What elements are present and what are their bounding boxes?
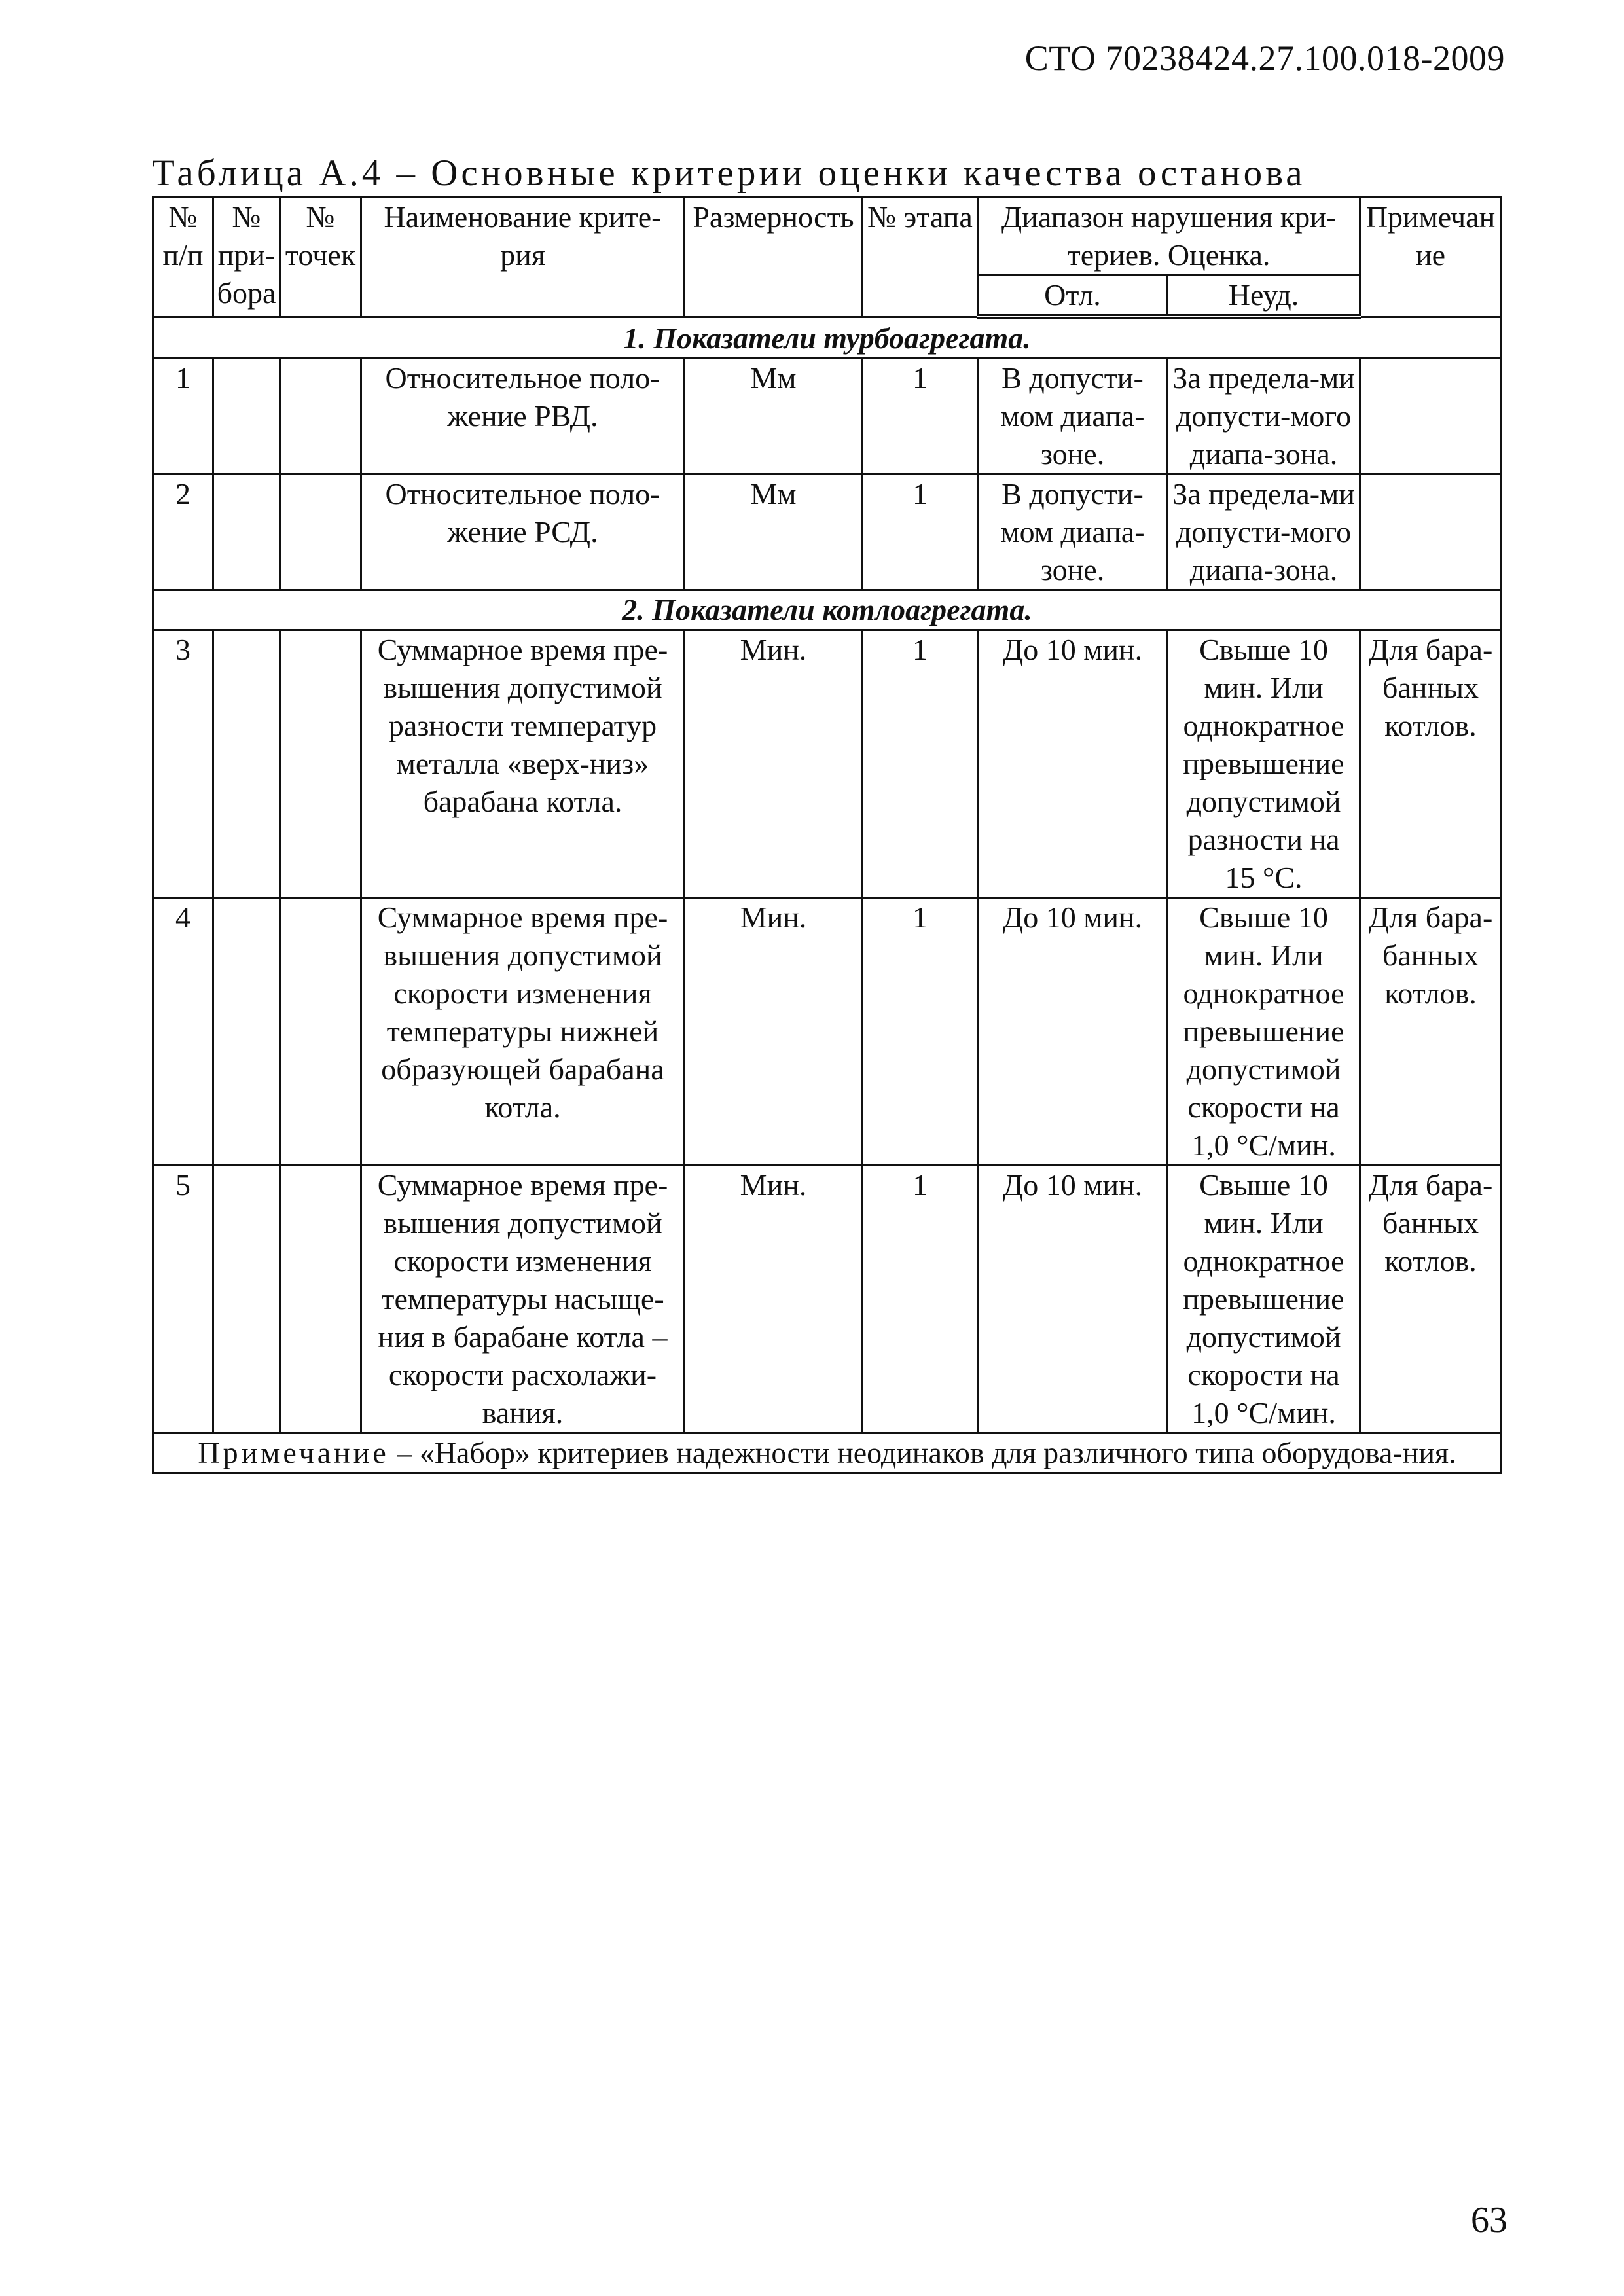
cell-excellent: До 10 мин. xyxy=(978,1166,1168,1433)
footnote-text: – «Набор» критериев надежности неодинаков для различного типа оборудова-ния. xyxy=(389,1436,1456,1469)
cell-points xyxy=(280,898,361,1166)
cell-pp: 3 xyxy=(153,630,213,898)
col-header-note: Примечание xyxy=(1360,198,1502,317)
cell-note: Для бара-банных котлов. xyxy=(1360,1166,1502,1433)
cell-stage: 1 xyxy=(863,630,978,898)
cell-poor: За предела-ми допусти-мого диапа-зона. xyxy=(1168,475,1360,590)
cell-excellent: До 10 мин. xyxy=(978,898,1168,1166)
table-row xyxy=(153,359,1502,475)
cell-note: Для бара-банных котлов. xyxy=(1360,630,1502,898)
cell-name: Суммарное время пре-вышения допустимой разности температур металла «верх-низ» барабана котла. xyxy=(361,630,685,898)
cell-points xyxy=(280,475,361,590)
cell-excellent: В допусти-мом диапа-зоне. xyxy=(978,475,1168,590)
col-header-excellent: Отл. xyxy=(978,276,1168,317)
cell-pp: 4 xyxy=(153,898,213,1166)
col-header-name: Наименование крите-рия xyxy=(361,198,685,317)
col-header-range: Диапазон нарушения кри-териев. Оценка. xyxy=(978,198,1360,276)
footnote-label: Примечание xyxy=(198,1436,389,1469)
cell-note xyxy=(1360,475,1502,590)
cell-name: Суммарное время пре-вышения допустимой скорости изменения температуры насыще-ния в барабане котла – скорости расхолажи-вания. xyxy=(361,1166,685,1433)
cell-stage: 1 xyxy=(863,475,978,590)
table-row xyxy=(153,630,1502,898)
cell-name: Суммарное время пре-вышения допустимой скорости изменения температуры нижней образующей барабана котла. xyxy=(361,898,685,1166)
table-caption: Таблица А.4 – Основные критерии оценки качества останова xyxy=(152,152,1306,194)
col-header-points: № точек xyxy=(280,198,361,317)
cell-pp: 1 xyxy=(153,359,213,475)
cell-unit: Мин. xyxy=(685,630,863,898)
cell-points xyxy=(280,630,361,898)
col-header-unit: Размерность xyxy=(685,198,863,317)
cell-name: Относительное поло-жение РСД. xyxy=(361,475,685,590)
cell-points xyxy=(280,1166,361,1433)
cell-pp: 5 xyxy=(153,1166,213,1433)
cell-unit: Мм xyxy=(685,359,863,475)
col-header-poor: Неуд. xyxy=(1168,276,1360,317)
cell-poor: Свыше 10 мин. Или однократное превышение допустимой скорости на 1,0 °С/мин. xyxy=(1168,898,1360,1166)
cell-stage: 1 xyxy=(863,898,978,1166)
cell-poor: За предела-ми допусти-мого диапа-зона. xyxy=(1168,359,1360,475)
cell-device xyxy=(213,898,280,1166)
document-code: СТО 70238424.27.100.018-2009 xyxy=(1024,39,1505,78)
section-title: 2. Показатели котлоагрегата. xyxy=(153,590,1502,630)
page-number: 63 xyxy=(1471,2200,1507,2240)
section-title: 1. Показатели турбоагрегата. xyxy=(153,317,1502,359)
cell-stage: 1 xyxy=(863,359,978,475)
cell-device xyxy=(213,359,280,475)
cell-excellent: До 10 мин. xyxy=(978,630,1168,898)
cell-device xyxy=(213,475,280,590)
table-footnote xyxy=(153,1433,1502,1473)
cell-device xyxy=(213,1166,280,1433)
table-row xyxy=(153,475,1502,590)
table-row xyxy=(153,1166,1502,1433)
cell-device xyxy=(213,630,280,898)
cell-poor: Свыше 10 мин. Или однократное превышение допустимой разности на 15 °С. xyxy=(1168,630,1360,898)
cell-name: Относительное поло-жение РВД. xyxy=(361,359,685,475)
cell-unit: Мм xyxy=(685,475,863,590)
criteria-table xyxy=(152,196,1502,1474)
cell-unit: Мин. xyxy=(685,1166,863,1433)
col-header-pp: № п/п xyxy=(153,198,213,317)
cell-pp: 2 xyxy=(153,475,213,590)
cell-stage: 1 xyxy=(863,1166,978,1433)
cell-excellent: В допусти-мом диапа-зоне. xyxy=(978,359,1168,475)
cell-points xyxy=(280,359,361,475)
cell-unit: Мин. xyxy=(685,898,863,1166)
cell-note xyxy=(1360,359,1502,475)
cell-poor: Свыше 10 мин. Или однократное превышение допустимой скорости на 1,0 °С/мин. xyxy=(1168,1166,1360,1433)
col-header-stage: № этапа xyxy=(863,198,978,317)
col-header-device: № при-бора xyxy=(213,198,280,317)
table-row xyxy=(153,898,1502,1166)
cell-note: Для бара-банных котлов. xyxy=(1360,898,1502,1166)
